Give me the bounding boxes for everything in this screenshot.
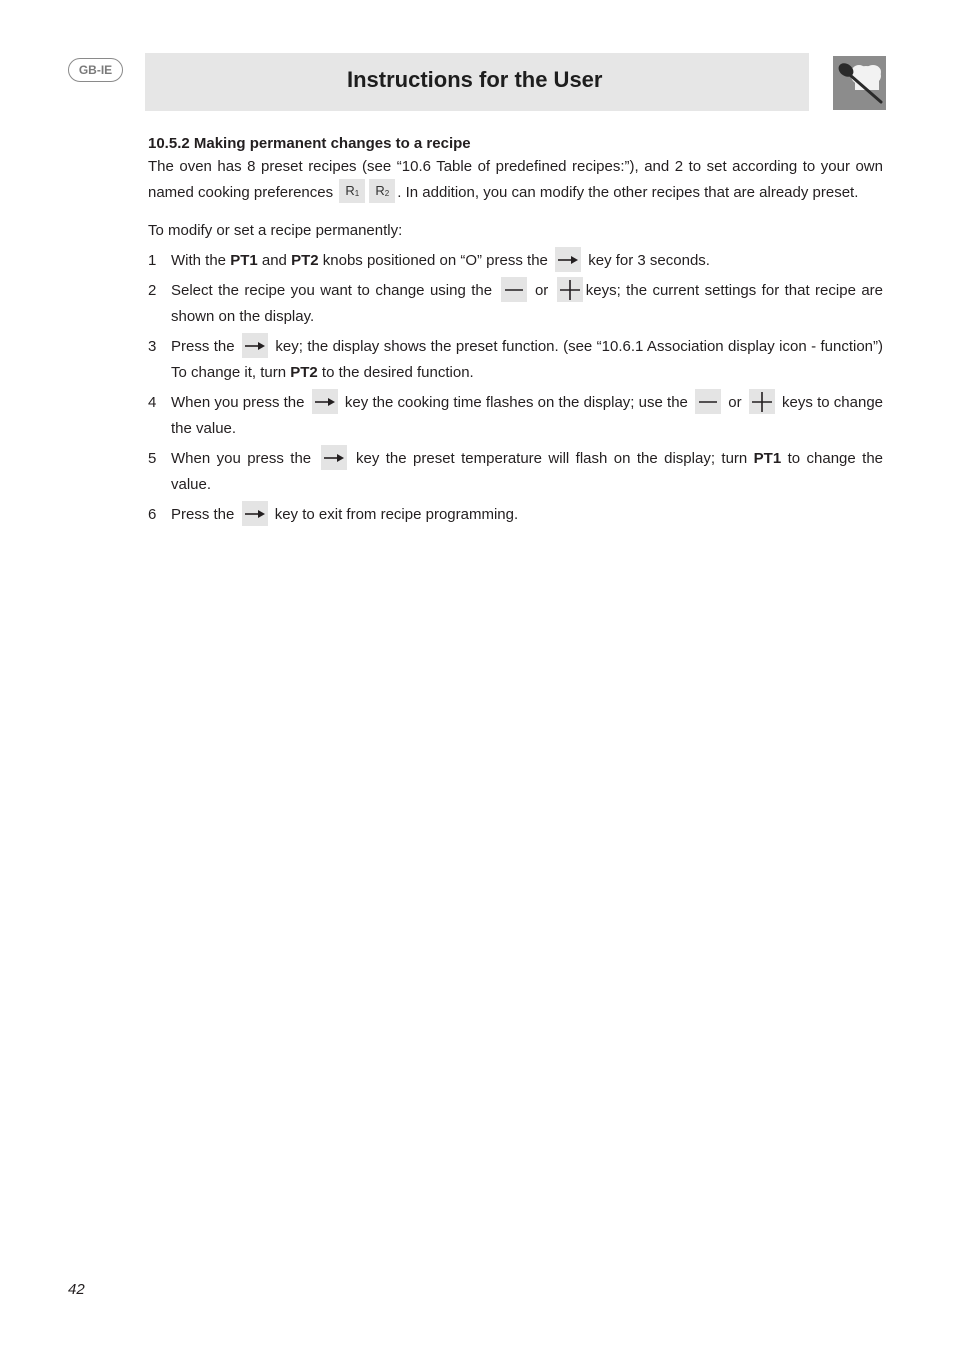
minus-icon — [695, 389, 721, 414]
arrow-right-icon — [242, 501, 268, 526]
text: With the — [171, 252, 231, 269]
knob-pt2: PT2 — [291, 252, 319, 269]
minus-icon — [501, 277, 527, 302]
step-number: 3 — [148, 338, 157, 355]
text: keys to change the value. — [171, 394, 884, 437]
arrow-right-icon — [321, 445, 347, 470]
step-number: 4 — [148, 394, 157, 411]
page-number: 42 — [68, 1281, 85, 1298]
r2-key-sub: 2 — [384, 189, 390, 199]
list-item — [148, 248, 883, 274]
step-text — [171, 248, 883, 274]
knob-pt1: PT1 — [753, 450, 782, 467]
text: key for 3 seconds. — [588, 252, 710, 269]
list-item — [148, 334, 883, 386]
r1-key-sub: 1 — [354, 189, 360, 199]
text: key; the display shows the preset function. (see “10.6.1 Association display icon - function”) To change it, turn — [171, 338, 883, 381]
text: When you press the — [171, 394, 305, 411]
text: Press the — [171, 506, 235, 523]
text: key the preset temperature will flash on the display; turn — [356, 450, 754, 467]
text: Select the recipe you want to change using the — [171, 282, 493, 299]
chef-spoon-icon — [833, 56, 886, 110]
list-item — [148, 390, 883, 442]
text: or — [728, 394, 742, 411]
step-text — [171, 390, 883, 442]
list-item — [148, 502, 883, 528]
r2-key — [369, 179, 395, 203]
r1-key-label: R — [345, 183, 355, 199]
paragraph-text: The oven has 8 preset recipes (see “10.6 Table of predefined recipes:”), and 2 to set according to your own named cooking preferences — [148, 158, 883, 201]
text: knobs positioned on “O” press the — [318, 252, 548, 269]
text: to change the value. — [171, 450, 884, 493]
text: Press the — [171, 338, 235, 355]
intro-paragraph — [148, 154, 883, 206]
knob-pt1: PT1 — [230, 252, 258, 269]
arrow-right-icon — [555, 247, 581, 272]
list-item — [148, 278, 883, 330]
step-text — [171, 334, 883, 386]
text: to the desired function. — [317, 364, 474, 381]
arrow-right-icon — [312, 389, 338, 414]
knob-pt2: PT2 — [290, 364, 318, 381]
step-number: 1 — [148, 252, 157, 269]
section-title: 10.5.2 Making permanent changes to a recipe — [148, 135, 471, 152]
step-text — [171, 446, 883, 498]
intro-line: To modify or set a recipe permanently: — [148, 222, 403, 239]
step-number: 6 — [148, 506, 157, 523]
step-number: 2 — [148, 282, 157, 299]
steps-list — [148, 248, 883, 528]
language-badge: GB-IE — [68, 58, 123, 82]
text: When you press the — [171, 450, 312, 467]
text: key the cooking time flashes on the display; use the — [344, 394, 688, 411]
r2-key-label: R — [375, 183, 385, 199]
list-item — [148, 446, 883, 498]
arrow-right-icon — [242, 333, 268, 358]
step-text — [171, 278, 883, 330]
text: keys; the current settings for that recipe are shown on the display. — [171, 282, 884, 325]
step-text — [171, 502, 883, 528]
plus-icon — [557, 277, 583, 302]
header-bar — [145, 53, 809, 111]
r1-key — [339, 179, 365, 203]
text: key to exit from recipe programming. — [274, 506, 519, 523]
plus-icon — [749, 389, 775, 414]
text: or — [534, 282, 549, 299]
step-number: 5 — [148, 450, 157, 467]
content-area — [148, 134, 883, 532]
paragraph-text: . In addition, you can modify the other recipes that are already preset. — [397, 184, 859, 201]
text: and — [257, 252, 292, 269]
page-title: Instructions for the User — [347, 67, 603, 92]
